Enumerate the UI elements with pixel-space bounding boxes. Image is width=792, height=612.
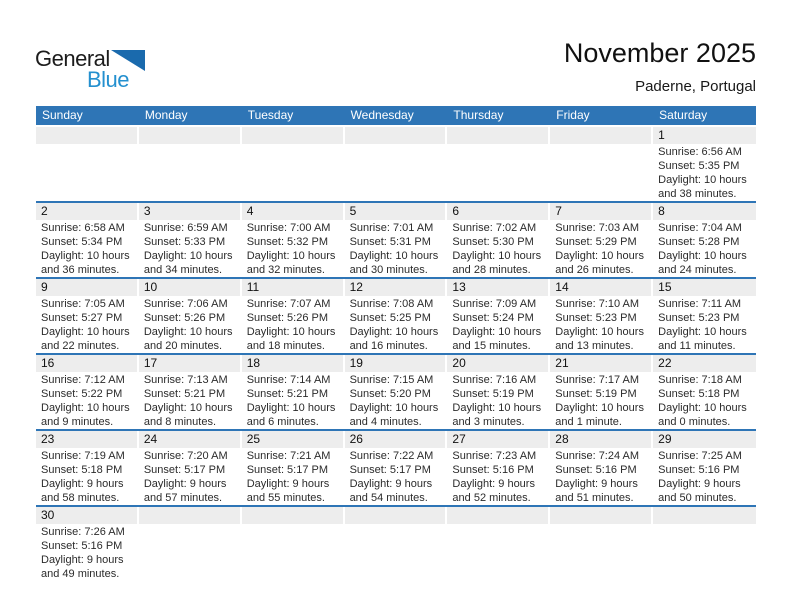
day-number [242,127,345,144]
calendar-cell-day-1 [653,127,756,201]
weekday-label-thursday: Thursday [453,108,504,122]
cell-body [242,144,345,201]
cell-line: Sunrise: 7:26 AM [41,526,125,538]
day-number [139,127,242,144]
day-number [550,127,653,144]
cell-body [242,524,345,581]
week-row [36,279,756,355]
cell-body [242,448,345,505]
day-number: 3 [139,203,242,220]
cell-line: Sunset: 5:17 PM [143,464,226,476]
cell-line: Sunset: 5:23 PM [555,312,637,324]
cell-line: and 16 minutes. [349,340,428,352]
title-block [564,38,756,95]
cell-line: and 4 minutes. [349,416,422,428]
cell-line: Daylight: 10 hours [658,250,747,262]
cell-body [139,296,242,353]
calendar-cell-empty [139,507,242,581]
cell-line: Sunrise: 7:08 AM [349,298,434,310]
cell-line: Daylight: 9 hours [143,478,227,490]
cell-line: Sunset: 5:29 PM [555,236,637,248]
cell-line: Daylight: 10 hours [555,402,644,414]
cell-line: Sunrise: 7:25 AM [658,450,742,462]
calendar-cell-day-21 [550,355,653,429]
cell-line: and 57 minutes. [143,492,223,504]
cell-line: Sunrise: 7:13 AM [143,374,228,386]
calendar-cell-day-18 [242,355,345,429]
calendar-cell-day-23 [36,431,139,505]
cell-line: and 11 minutes. [658,340,736,352]
day-number: 27 [447,431,550,448]
calendar-cell-empty [139,127,242,201]
cell-line: Sunrise: 7:24 AM [555,450,640,462]
cell-line: Sunset: 5:34 PM [41,236,123,248]
cell-line: and 20 minutes. [143,340,223,352]
cell-body [447,372,550,429]
calendar-cell-day-11 [242,279,345,353]
week-row [36,203,756,279]
cell-line: Sunset: 5:17 PM [349,464,431,476]
cell-body [550,372,653,429]
cell-line: Sunset: 5:17 PM [246,464,329,476]
cell-line: Sunrise: 7:03 AM [555,222,640,234]
day-number: 18 [242,355,345,372]
cell-body [345,144,448,201]
cell-body [242,372,345,429]
cell-line: Daylight: 10 hours [143,326,233,338]
cell-line: Daylight: 10 hours [349,326,439,338]
cell-line: Sunrise: 7:19 AM [41,450,125,462]
cell-line: Sunrise: 7:18 AM [658,374,742,386]
calendar-cell-empty [36,127,139,201]
cell-body [36,372,139,429]
calendar-cell-day-28 [550,431,653,505]
day-number: 21 [550,355,653,372]
cell-body [653,144,756,201]
cell-line: and 18 minutes. [246,340,325,352]
day-number: 17 [139,355,242,372]
cell-line: Sunset: 5:30 PM [452,236,534,248]
calendar-cell-day-14 [550,279,653,353]
day-number: 6 [447,203,550,220]
calendar-weeks [36,127,756,581]
day-number: 7 [550,203,653,220]
cell-line: and 0 minutes. [658,416,731,428]
day-number: 26 [345,431,448,448]
cell-body [653,296,756,353]
calendar-cell-day-2 [36,203,139,277]
cell-line: Sunrise: 7:23 AM [452,450,537,462]
cell-line: Sunrise: 7:14 AM [246,374,331,386]
cell-body [139,220,242,277]
cell-body [139,372,242,429]
cell-line: Daylight: 10 hours [349,402,439,414]
cell-line: and 55 minutes. [246,492,325,504]
cell-line: Sunrise: 7:09 AM [452,298,537,310]
cell-line: Sunset: 5:23 PM [658,312,740,324]
cell-line: Daylight: 9 hours [452,478,535,490]
cell-line: Sunset: 5:22 PM [41,388,123,400]
cell-line: Sunrise: 7:20 AM [143,450,228,462]
calendar-cell-day-29 [653,431,756,505]
cell-line: Daylight: 10 hours [246,326,336,338]
cell-body [550,144,653,201]
cell-body [550,524,653,581]
cell-line: Sunset: 5:31 PM [349,236,431,248]
cell-body [447,296,550,353]
week-row [36,355,756,431]
cell-line: Sunset: 5:16 PM [452,464,534,476]
cell-line: Daylight: 9 hours [41,478,124,490]
cell-body [36,296,139,353]
cell-body [345,220,448,277]
general-blue-logo [35,46,175,98]
cell-line: and 3 minutes. [452,416,525,428]
cell-body [653,524,756,581]
cell-body [242,220,345,277]
cell-line: and 36 minutes. [41,264,120,276]
day-number: 2 [36,203,139,220]
cell-body [550,448,653,505]
calendar-cell-empty [447,127,550,201]
cell-body [447,144,550,201]
calendar-cell-day-9 [36,279,139,353]
day-number: 1 [653,127,756,144]
cell-body [653,448,756,505]
day-number [550,507,653,524]
weekday-label-wednesday: Wednesday [350,108,414,122]
day-number: 20 [447,355,550,372]
cell-line: and 30 minutes. [349,264,428,276]
cell-body [447,524,550,581]
cell-body [550,296,653,353]
cell-line: Sunset: 5:20 PM [349,388,431,400]
cell-line: and 50 minutes. [658,492,737,504]
day-number: 8 [653,203,756,220]
cell-line: Sunrise: 7:12 AM [41,374,125,386]
cell-body [345,296,448,353]
cell-line: Daylight: 10 hours [246,402,336,414]
calendar-cell-day-4 [242,203,345,277]
cell-body [36,524,139,581]
cell-line: Daylight: 10 hours [41,250,130,262]
calendar-cell-day-6 [447,203,550,277]
cell-line: Sunrise: 7:21 AM [246,450,331,462]
cell-line: and 26 minutes. [555,264,634,276]
weekday-label-friday: Friday [556,108,590,122]
cell-line: and 24 minutes. [658,264,737,276]
cell-body [242,296,345,353]
weekday-header-row [36,106,756,125]
cell-body [550,220,653,277]
cell-line: and 8 minutes. [143,416,216,428]
calendar-cell-day-13 [447,279,550,353]
cell-line: Sunset: 5:28 PM [658,236,740,248]
cell-body [653,220,756,277]
calendar-cell-day-12 [345,279,448,353]
page-title: November 2025 [563,38,756,68]
calendar-cell-day-20 [447,355,550,429]
cell-body [139,448,242,505]
cell-line: and 28 minutes. [452,264,531,276]
cell-line: Daylight: 10 hours [41,326,130,338]
weekday-label-saturday: Saturday [659,108,708,122]
logo-text-general: General [35,46,110,71]
day-number: 13 [447,279,550,296]
day-number [242,507,345,524]
cell-line: and 32 minutes. [246,264,325,276]
cell-line: Sunset: 5:18 PM [41,464,123,476]
day-number: 11 [242,279,345,296]
cell-line: Daylight: 9 hours [555,478,638,490]
cell-line: Sunset: 5:27 PM [41,312,123,324]
cell-line: and 49 minutes. [41,568,120,580]
cell-line: Daylight: 10 hours [658,326,747,338]
cell-line: Sunrise: 7:22 AM [349,450,434,462]
day-number: 15 [653,279,756,296]
cell-line: Daylight: 9 hours [349,478,433,490]
calendar-cell-empty [447,507,550,581]
cell-line: Sunset: 5:18 PM [658,388,740,400]
cell-body [36,220,139,277]
cell-line: and 51 minutes. [555,492,634,504]
cell-line: Daylight: 10 hours [143,402,233,414]
cell-body [345,448,448,505]
cell-line: and 34 minutes. [143,264,223,276]
cell-body [653,372,756,429]
week-row [36,507,756,581]
calendar-cell-day-30 [36,507,139,581]
weekday-label-tuesday: Tuesday [247,108,294,122]
calendar-cell-day-26 [345,431,448,505]
day-number: 16 [36,355,139,372]
cell-line: Daylight: 10 hours [452,326,542,338]
cell-body [345,524,448,581]
cell-line: and 15 minutes. [452,340,531,352]
cell-line: and 13 minutes. [555,340,634,352]
day-number: 19 [345,355,448,372]
cell-line: and 58 minutes. [41,492,120,504]
cell-line: Sunset: 5:26 PM [143,312,226,324]
day-number [139,507,242,524]
cell-line: Daylight: 10 hours [452,402,542,414]
calendar-cell-empty [242,507,345,581]
cell-body [345,372,448,429]
cell-line: and 22 minutes. [41,340,120,352]
cell-line: Sunrise: 7:02 AM [452,222,537,234]
day-number: 14 [550,279,653,296]
calendar-cell-empty [550,507,653,581]
cell-line: Sunset: 5:16 PM [658,464,740,476]
calendar-cell-day-10 [139,279,242,353]
week-row [36,127,756,203]
cell-line: Sunset: 5:33 PM [143,236,226,248]
logo-text-blue: Blue [87,67,130,92]
day-number: 29 [653,431,756,448]
page-subtitle: Paderne, Portugal [635,78,756,95]
cell-line: Sunset: 5:16 PM [41,540,123,552]
calendar-cell-empty [653,507,756,581]
cell-line: Sunset: 5:19 PM [555,388,637,400]
cell-line: Sunrise: 7:15 AM [349,374,434,386]
cell-line: Daylight: 10 hours [555,250,644,262]
cell-line: and 9 minutes. [41,416,114,428]
cell-line: and 1 minute. [555,416,622,428]
calendar-cell-day-25 [242,431,345,505]
cell-line: Sunrise: 7:07 AM [246,298,331,310]
calendar-cell-day-17 [139,355,242,429]
cell-line: Sunrise: 7:10 AM [555,298,640,310]
cell-line: Daylight: 10 hours [41,402,130,414]
cell-line: Sunrise: 7:01 AM [349,222,434,234]
day-number: 4 [242,203,345,220]
cell-line: and 52 minutes. [452,492,531,504]
cell-line: Daylight: 10 hours [452,250,542,262]
weekday-label-sunday: Sunday [42,108,83,122]
cell-body [447,448,550,505]
cell-line: Daylight: 10 hours [349,250,439,262]
cell-body [139,524,242,581]
day-number [345,127,448,144]
cell-line: and 38 minutes. [658,188,737,200]
calendar-cell-day-27 [447,431,550,505]
weekday-label-monday: Monday [144,108,188,122]
cell-line: Daylight: 10 hours [555,326,644,338]
calendar-cell-day-8 [653,203,756,277]
day-number [36,127,139,144]
cell-line: Sunset: 5:19 PM [452,388,534,400]
cell-body [447,220,550,277]
day-number: 12 [345,279,448,296]
day-number: 28 [550,431,653,448]
day-number: 5 [345,203,448,220]
day-number [447,127,550,144]
calendar-cell-day-5 [345,203,448,277]
cell-line: Sunrise: 6:56 AM [658,146,742,158]
calendar-cell-day-16 [36,355,139,429]
cell-line: and 6 minutes. [246,416,319,428]
calendar-cell-day-19 [345,355,448,429]
cell-line: Daylight: 10 hours [246,250,336,262]
day-number [447,507,550,524]
calendar-cell-empty [345,507,448,581]
calendar-cell-day-22 [653,355,756,429]
day-number: 10 [139,279,242,296]
cell-line: Sunrise: 7:00 AM [246,222,331,234]
cell-body [139,144,242,201]
cell-line: Sunrise: 7:11 AM [658,298,742,310]
cell-line: Daylight: 9 hours [658,478,741,490]
cell-line: Sunset: 5:16 PM [555,464,637,476]
week-row [36,431,756,507]
cell-line: Daylight: 10 hours [658,174,747,186]
cell-line: Sunrise: 6:58 AM [41,222,125,234]
calendar-cell-empty [345,127,448,201]
cell-line: Daylight: 10 hours [143,250,233,262]
cell-line: Sunset: 5:26 PM [246,312,329,324]
calendar-cell-day-7 [550,203,653,277]
cell-line: Sunrise: 7:06 AM [143,298,228,310]
cell-body [36,448,139,505]
cell-body [36,144,139,201]
calendar-table [36,106,756,581]
calendar-cell-day-15 [653,279,756,353]
day-number: 22 [653,355,756,372]
cell-line: Sunrise: 7:17 AM [555,374,640,386]
day-number: 24 [139,431,242,448]
day-number: 25 [242,431,345,448]
day-number [345,507,448,524]
calendar-cell-empty [242,127,345,201]
cell-line: and 54 minutes. [349,492,428,504]
cell-line: Sunset: 5:35 PM [658,160,740,172]
calendar-cell-day-24 [139,431,242,505]
cell-line: Sunrise: 7:05 AM [41,298,125,310]
cell-line: Daylight: 10 hours [658,402,747,414]
cell-line: Sunset: 5:21 PM [143,388,226,400]
cell-line: Sunset: 5:24 PM [452,312,534,324]
cell-line: Sunrise: 6:59 AM [143,222,228,234]
cell-line: Sunset: 5:25 PM [349,312,431,324]
day-number: 23 [36,431,139,448]
cell-line: Sunset: 5:32 PM [246,236,329,248]
day-number: 30 [36,507,139,524]
calendar-cell-day-3 [139,203,242,277]
day-number [653,507,756,524]
cell-line: Daylight: 9 hours [246,478,330,490]
calendar-cell-empty [550,127,653,201]
cell-line: Sunrise: 7:16 AM [452,374,537,386]
cell-line: Sunset: 5:21 PM [246,388,329,400]
cell-line: Sunrise: 7:04 AM [658,222,742,234]
day-number: 9 [36,279,139,296]
cell-line: Daylight: 9 hours [41,554,124,566]
